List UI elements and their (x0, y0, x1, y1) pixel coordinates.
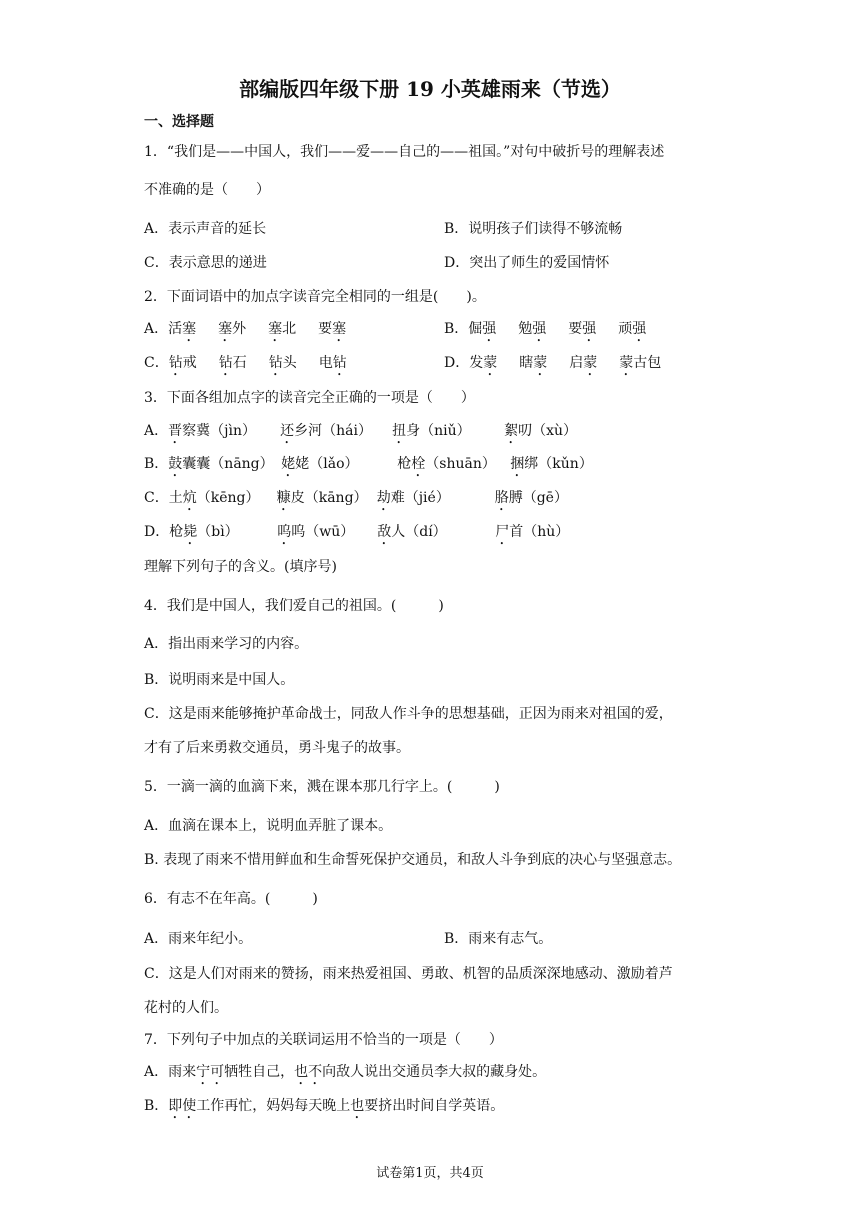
q5-option-a: A．血滴在课本上，说明血弄脏了课本。 (144, 818, 393, 834)
q4-option-a: A．指出雨来学习的内容。 (144, 636, 309, 652)
q3-option-c: C．土炕（kēng） 糠皮（kāng） 劫难（jié） 胳膊（gē） (144, 490, 568, 506)
section-heading: 一、选择题 (144, 114, 214, 130)
q2-stem: 2．下面词语中的加点字读音完全相同的一组是( )。 (144, 289, 486, 305)
q1-option-c: C．表示意思的递进 (144, 255, 267, 271)
q6-stem: 6．有志不在年高。( ) (144, 891, 318, 907)
q3-stem: 3．下面各组加点字的读音完全正确的一项是（ ） (144, 390, 475, 406)
q7-option-b: B．即使工作再忙，妈妈每天晚上也要挤出时间自学英语。 (144, 1098, 505, 1114)
q4-option-b: B．说明雨来是中国人。 (144, 672, 295, 688)
q6-option-a: A．雨来年纪小。 (144, 931, 253, 947)
q2-option-a: A．活塞 塞外 塞北 要塞 (144, 321, 347, 337)
q6-option-c: C．这是人们对雨来的赞扬，雨来热爱祖国、勇敢、机智的品质深深地感动、激励着芦 (144, 966, 673, 982)
q3-option-d: D．枪毙（bì） 呜呜（wū） 敌人（dí） 尸首（hù） (144, 524, 570, 540)
q3-option-a: A．晋察冀（jìn） 还乡河（hái） 扭身（niǔ） 絮叨（xù） (144, 423, 578, 439)
q6-option-b: B．雨来有志气。 (444, 931, 553, 947)
q4-stem: 4．我们是中国人，我们爱自己的祖国。( ) (144, 598, 444, 614)
q2-option-c: C．钻戒 钻石 钻头 电钻 (144, 355, 347, 371)
q4-option-c-cont: 才有了后来勇救交通员，勇斗鬼子的故事。 (144, 740, 410, 756)
q3-option-b: B．鼓囊囊（nāng） 姥姥（lǎo） 枪栓（shuān） 捆绑（kǔn） (144, 456, 593, 472)
q1-stem: 1．“我们是——中国人，我们——爱——自己的——祖国。”对句中破折号的理解表述 (144, 144, 665, 160)
q2-option-d: D．发蒙 瞎蒙 启蒙 蒙古包 (444, 355, 662, 371)
q7-stem: 7．下列句子中加点的关联词运用不恰当的一项是（ ） (144, 1032, 503, 1048)
page-footer: 试卷第1页，共4页 (376, 1166, 484, 1181)
q1-option-d: D．突出了师生的爱国情怀 (444, 255, 610, 271)
q6-option-c-cont: 花村的人们。 (144, 1000, 228, 1016)
q4-option-c: C．这是雨来能够掩护革命战士，同敌人作斗争的思想基础，正因为雨来对祖国的爱， (144, 706, 673, 722)
q1-option-a: A．表示声音的延长 (144, 221, 267, 237)
q2-option-b: B．倔强 勉强 要强 顽强 (444, 321, 647, 337)
q5-option-b: B. 表现了雨来不惜用鲜血和生命誓死保护交通员，和敌人斗争到底的决心与坚强意志。 (144, 852, 682, 868)
page-title: 部编版四年级下册 19 小英雄雨来（节选） (239, 77, 621, 101)
q5-stem: 5．一滴一滴的血滴下来，溅在课本那几行字上。( ) (144, 779, 500, 795)
q7-option-a: A．雨来宁可牺牲自己，也不向敌人说出交通员李大叔的藏身处。 (144, 1064, 547, 1080)
q1-stem-cont: 不准确的是（ ） (144, 182, 270, 198)
instruction-text: 理解下列句子的含义。(填序号) (144, 559, 337, 575)
q1-option-b: B．说明孩子们读得不够流畅 (444, 221, 623, 237)
